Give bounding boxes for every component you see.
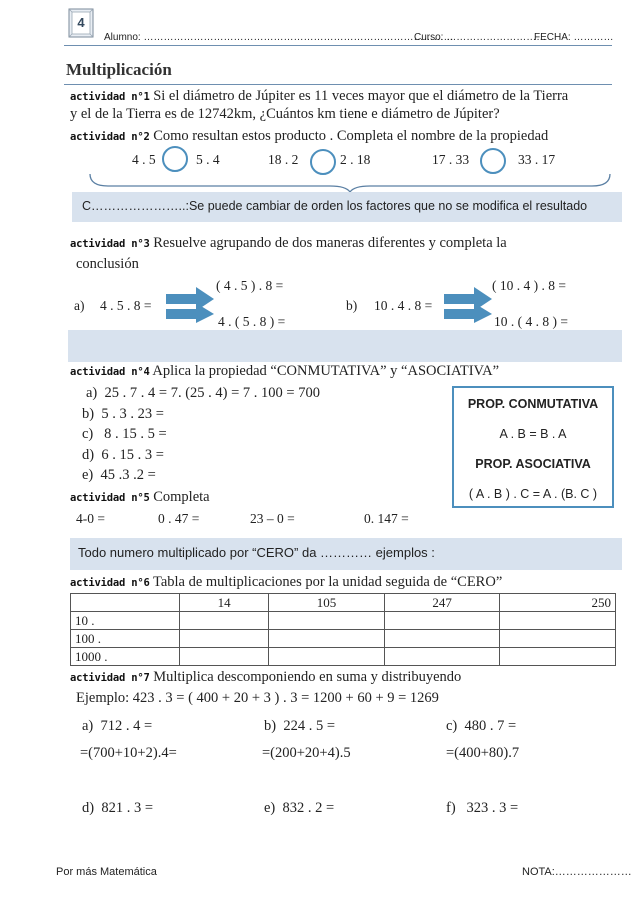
badge-number: 4 — [77, 15, 85, 30]
column-header: 250 — [500, 594, 616, 612]
answer-cell[interactable] — [500, 630, 616, 648]
act3-a-letter: a) — [74, 298, 85, 313]
split-arrow-icon — [166, 285, 216, 323]
act4-item: b) 5 . 3 . 23 = — [82, 405, 164, 422]
act7-item: a) 712 . 4 = — [82, 718, 153, 734]
act2-text: Como resultan estos producto . Completa el nombre de la propiedad — [153, 128, 549, 144]
act4-heading — [70, 363, 499, 380]
act5-item: 0 . 47 = — [158, 511, 200, 526]
act6-label: actividad n°6 — [70, 577, 150, 589]
act7-text: Multiplica descomponiendo en suma y distribuyendo — [153, 669, 462, 685]
column-header: 105 — [269, 594, 385, 612]
fecha-field[interactable]: FECHA: ………… — [534, 32, 614, 43]
act7-hint: =(200+20+4).5 — [262, 745, 351, 761]
act2-conclusion[interactable]: C…………………..:Se puede cambiar de orden los factores que no se modifica el resultado — [82, 199, 588, 213]
column-header: 247 — [384, 594, 500, 612]
act3-line1: Resuelve agrupando de dos maneras diferentes y completa la — [153, 235, 507, 251]
act5-item: 0. 147 = — [364, 511, 409, 526]
act3-line2: conclusión — [76, 256, 139, 272]
act4-item: c) 8 . 15 . 5 = — [82, 426, 167, 442]
act3-b-expr: 10 . 4 . 8 = — [374, 298, 433, 313]
multiplication-table — [70, 593, 616, 666]
page-title: Multiplicación — [66, 60, 172, 79]
act4-item: a) 25 . 7 . 4 = 7. (25 . 4) = 7 . 100 = 700 — [86, 385, 320, 401]
act5-conclusion[interactable]: Todo numero multiplicado por “CERO” da ………… ejemplos : — [78, 545, 435, 560]
act3-label: actividad n°3 — [70, 238, 150, 250]
act5-label: actividad n°5 — [70, 492, 150, 504]
act3-b-top: ( 10 . 4 ) . 8 = — [492, 278, 566, 293]
answer-cell[interactable] — [500, 612, 616, 630]
table-row — [71, 612, 616, 630]
answer-cell[interactable] — [384, 630, 500, 648]
act1 — [70, 88, 615, 123]
compare-circle-0[interactable] — [162, 146, 188, 172]
prop-conmutativa-formula: A . B = B . A — [499, 427, 567, 441]
act3-b-bottom: 10 . ( 4 . 8 ) = — [494, 314, 568, 329]
act7-example: Ejemplo: 423 . 3 = ( 400 + 20 + 3 ) . 3 = 1200 + 60 + 9 = 1269 — [76, 690, 439, 706]
pair-1-right: 2 . 18 — [340, 152, 371, 167]
act6-text: Tabla de multiplicaciones por la unidad seguida de “CERO” — [152, 574, 503, 590]
prop-asociativa-formula: ( A . B ) . C = A . (B. C ) — [468, 487, 598, 501]
column-header: 14 — [180, 594, 269, 612]
act3-a-expr: 4 . 5 . 8 = — [100, 298, 152, 313]
table-row — [71, 648, 616, 666]
act5-heading — [70, 489, 210, 506]
nota-field[interactable]: NOTA:………………… — [522, 866, 632, 878]
act3-a-bottom: 4 . ( 5 . 8 ) = — [218, 314, 286, 329]
act7-item: f) 323 . 3 = — [446, 800, 519, 816]
act3-conclusion-band[interactable] — [68, 330, 622, 362]
act7-hint: =(400+80).7 — [446, 745, 520, 761]
act3-heading — [70, 235, 507, 252]
act4-item: e) 45 .3 .2 = — [82, 467, 156, 483]
act2-label: actividad n°2 — [70, 131, 150, 143]
curso-field[interactable]: Curso: ………………………… — [414, 32, 547, 43]
answer-cell[interactable] — [269, 630, 385, 648]
act3-a-top: ( 4 . 5 ) . 8 = — [216, 278, 284, 293]
answer-cell[interactable] — [269, 612, 385, 630]
pair-0-right: 5 . 4 — [196, 152, 220, 167]
answer-cell[interactable] — [269, 648, 385, 666]
compare-circle-2[interactable] — [480, 148, 506, 174]
badge-icon — [68, 8, 94, 38]
act7-item: e) 832 . 2 = — [264, 800, 335, 816]
act7-hint: =(700+10+2).4= — [80, 745, 177, 761]
act3-b-letter: b) — [346, 298, 358, 313]
answer-cell[interactable] — [500, 648, 616, 666]
alumno-field[interactable]: Alumno: ………………………………………………………………………………… — [104, 32, 454, 43]
act1-label: actividad n°1 — [70, 91, 150, 103]
properties-box — [452, 386, 614, 508]
answer-cell[interactable] — [180, 630, 269, 648]
split-arrow-icon — [444, 285, 494, 323]
act4-item: d) 6 . 15 . 3 = — [82, 446, 164, 463]
act7-item: c) 480 . 7 = — [446, 718, 517, 734]
act4-text: Aplica la propiedad “CONMUTATIVA” y “ASOCIATIVA” — [152, 363, 500, 379]
table-corner — [71, 594, 180, 612]
act7-label: actividad n°7 — [70, 672, 150, 684]
act7-item: b) 224 . 5 = — [264, 718, 336, 734]
pair-1-left: 18 . 2 — [268, 152, 299, 167]
footer-left: Por más Matemática — [56, 866, 157, 878]
answer-cell[interactable] — [384, 612, 500, 630]
prop-conmutativa-title: PROP. CONMUTATIVA — [467, 397, 599, 411]
header-rule — [64, 45, 612, 46]
title-rule — [64, 84, 612, 85]
act6-heading — [70, 574, 502, 591]
prop-asociativa-title: PROP. ASOCIATIVA — [475, 457, 591, 471]
table-row — [71, 630, 616, 648]
answer-cell[interactable] — [180, 648, 269, 666]
act1-line2: y el de la Tierra es de 12742km, ¿Cuántos km tiene e diámetro de Júpiter? — [70, 106, 500, 122]
row-header: 10 . — [71, 612, 180, 630]
act7-item: d) 821 . 3 = — [82, 800, 154, 816]
pair-2-left: 17 . 33 — [432, 152, 470, 167]
act4-list — [82, 383, 320, 486]
row-header: 1000 . — [71, 648, 180, 666]
answer-cell[interactable] — [384, 648, 500, 666]
act1-line1: Si el diámetro de Júpiter es 11 veces mayor que el diámetro de la Tierra — [153, 88, 569, 104]
pair-2-right: 33 . 17 — [518, 152, 556, 167]
act5-item: 23 – 0 = — [250, 511, 295, 526]
act7-heading — [70, 669, 461, 686]
row-header: 100 . — [71, 630, 180, 648]
act2-heading — [70, 128, 548, 145]
act4-label: actividad n°4 — [70, 366, 150, 378]
pair-0-left: 4 . 5 — [132, 152, 156, 167]
answer-cell[interactable] — [180, 612, 269, 630]
act5-item: 4-0 = — [76, 511, 105, 526]
table-header-row — [71, 594, 616, 612]
act5-text: Completa — [153, 489, 210, 505]
